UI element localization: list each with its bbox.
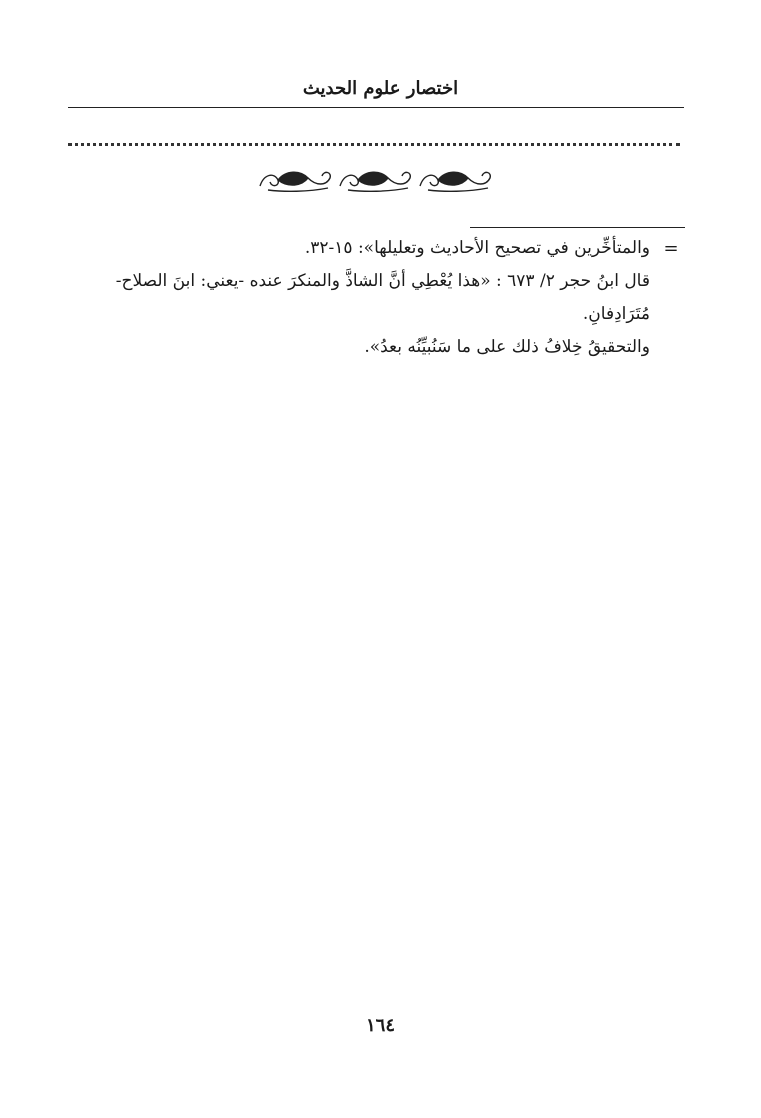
footnote-line: قال ابنُ حجر ٢/ ٦٧٣ : «هذا يُعْطِي أنَّ الشاذَّ والمنكرَ عنده -يعني: ابنَ الصلاح- مُتَرَادِفانِ. [115, 271, 650, 324]
ornament-divider-icon [256, 164, 500, 196]
ornament-unit [340, 172, 410, 191]
header-rule [68, 107, 684, 108]
footnote-line: والمتأخِّرين في تصحيح الأحاديث وتعليلها»: ١٥-٣٢. [304, 238, 650, 258]
footnote-line: والتحقيقُ خِلافُ ذلك على ما سَنُبيِّنُه بعدُ». [364, 337, 650, 357]
running-header-title: اختصار علوم الحديث [302, 78, 459, 99]
ornament-unit [420, 172, 490, 191]
dotted-separator [68, 143, 680, 146]
ornament-unit [260, 172, 330, 191]
footnote-block [64, 232, 650, 364]
footnote-continuation-mark: = [663, 238, 679, 259]
page-number: ١٦٤ [365, 1015, 395, 1036]
footnote-rule [470, 227, 685, 228]
